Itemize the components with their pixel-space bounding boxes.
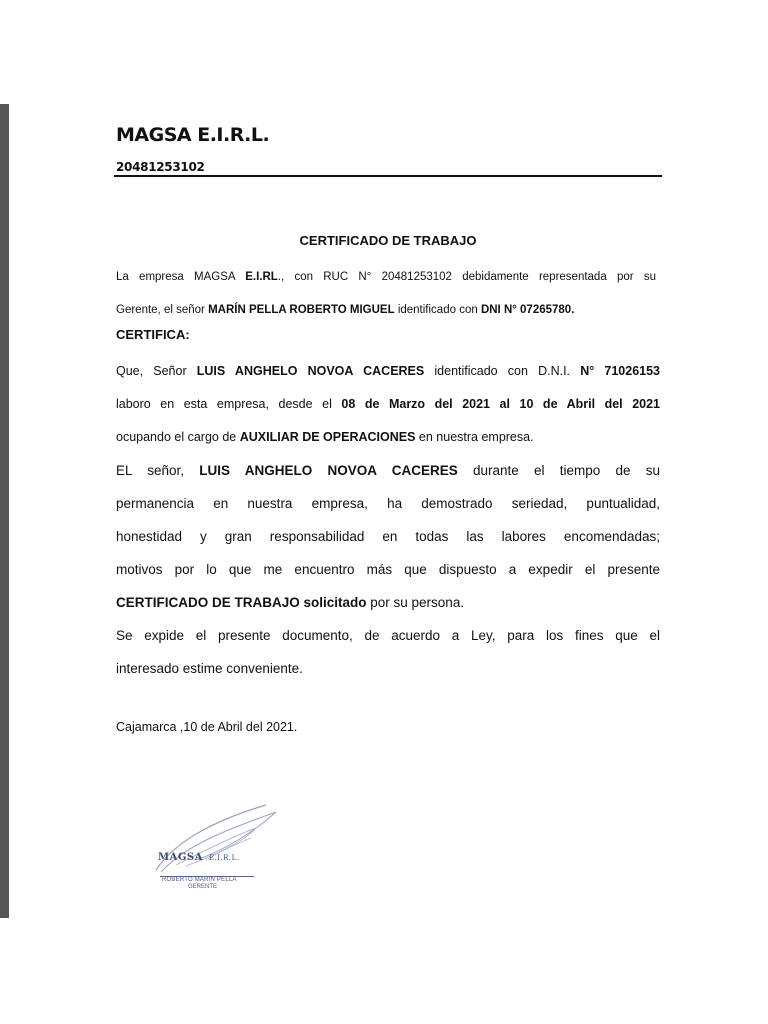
body-text: EL señor, bbox=[116, 463, 200, 478]
certificate-name-bold: CERTIFICADO DE TRABAJO solicitado bbox=[116, 595, 367, 610]
header-divider bbox=[114, 175, 662, 177]
city-date: Cajamarca ,10 de Abril del 2021. bbox=[116, 720, 298, 734]
body-line-6: honestidad y gran responsabilidad en todas las labores encomendadas; bbox=[116, 529, 660, 544]
body-line-5: permanencia en nuestra empresa, ha demostrado seriedad, puntualidad, bbox=[116, 496, 660, 511]
stamp-company-text: MAGSA bbox=[158, 852, 203, 863]
body-text: identificado con D.N.I. bbox=[424, 364, 581, 378]
body-line-2 bbox=[116, 388, 660, 421]
body-text: por su persona. bbox=[366, 595, 465, 610]
body-line-7: motivos por lo que me encuentro más que dispuesto a expedir el presente bbox=[116, 562, 660, 577]
document-title-text: CERTIFICADO DE TRABAJO bbox=[299, 233, 477, 248]
body-text: Que, Señor bbox=[116, 364, 197, 378]
intro-text-bold: E.I.RL bbox=[245, 271, 278, 283]
document-title bbox=[0, 233, 768, 248]
manager-dni: DNI N° 07265780. bbox=[480, 304, 575, 316]
intro-text: identificado con bbox=[394, 304, 481, 316]
intro-paragraph bbox=[116, 266, 656, 332]
employee-name: LUIS ANGHELO NOVOA CACERES bbox=[196, 364, 425, 378]
body-line-8 bbox=[116, 586, 660, 619]
job-position: AUXILIAR DE OPERACIONES bbox=[239, 430, 416, 444]
company-ruc: 20481253102 bbox=[116, 160, 205, 174]
intro-line-1 bbox=[116, 266, 656, 299]
intro-line-2 bbox=[116, 299, 656, 332]
stamp-role: GERENTE bbox=[188, 884, 218, 890]
body-line-10: interesado estime conveniente. bbox=[116, 661, 303, 676]
body-line-3 bbox=[116, 421, 660, 454]
body-line-1 bbox=[116, 355, 660, 388]
certificate-body bbox=[116, 355, 660, 685]
body-line-4 bbox=[116, 454, 660, 487]
body-text: laboro en esta empresa, desde el bbox=[116, 397, 342, 411]
body-text: en nuestra empresa. bbox=[415, 430, 534, 444]
certifica-heading: CERTIFICA: bbox=[116, 327, 190, 342]
company-name: MAGSA E.I.R.L. bbox=[116, 124, 270, 146]
manager-name: MARÍN PELLA ROBERTO MIGUEL bbox=[208, 304, 395, 316]
stamp-person: ROBERTO MARIN PELLA bbox=[162, 877, 237, 883]
body-line-9: Se expide el presente documento, de acuerdo a Ley, para los fines que el bbox=[116, 628, 660, 643]
stamp-company-suffix: E.I.R.L. bbox=[208, 854, 240, 862]
employment-period: 08 de Marzo del 2021 al 10 de Abril del 2021 bbox=[341, 397, 661, 411]
stamp-company bbox=[158, 852, 240, 863]
body-text: ocupando el cargo de bbox=[116, 430, 240, 444]
employee-name: LUIS ANGHELO NOVOA CACERES bbox=[199, 463, 458, 478]
employee-dni: N° 71026153 bbox=[580, 364, 660, 378]
intro-text: Gerente, el señor bbox=[116, 304, 209, 316]
intro-text: La empresa MAGSA bbox=[116, 271, 246, 283]
intro-text: ., con RUC N° 20481253102 debidamente representada por su bbox=[277, 271, 656, 283]
body-text: durante el tiempo de su bbox=[457, 463, 660, 478]
